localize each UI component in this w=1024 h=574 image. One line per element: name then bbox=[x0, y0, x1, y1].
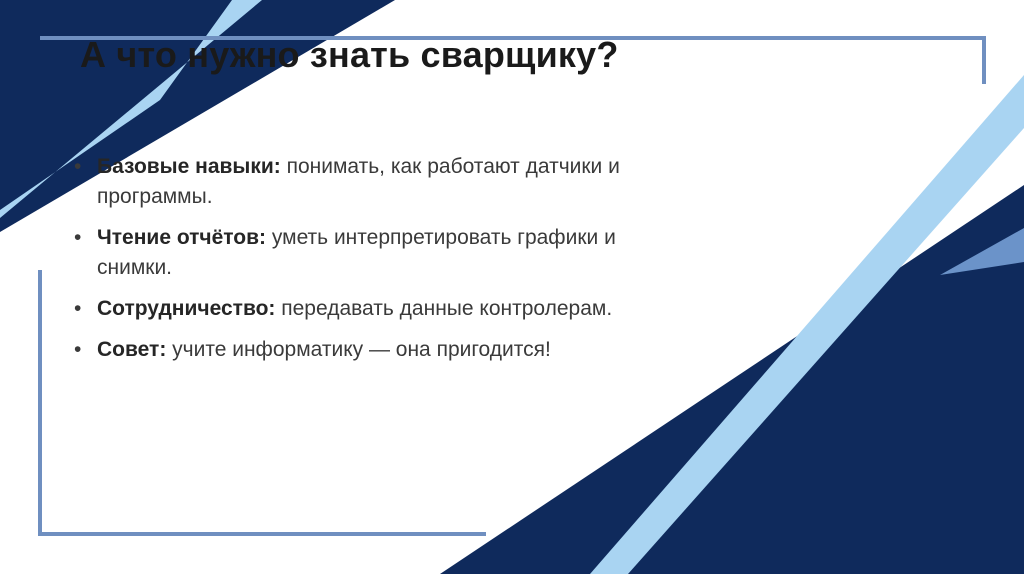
bullet-term: Сотрудничество: bbox=[97, 297, 276, 320]
bullet-dot: • bbox=[74, 155, 82, 178]
bullet-text: учите информатику — она пригодится! bbox=[172, 338, 551, 361]
bullet-text: уметь интерпретировать графики и снимки. bbox=[97, 226, 616, 279]
bullet-text: передавать данные контролерам. bbox=[281, 297, 613, 320]
bullet-item-advice bbox=[74, 335, 634, 365]
bullet-term: Чтение отчётов: bbox=[97, 226, 267, 249]
bullet-item-reading-reports bbox=[74, 223, 634, 283]
bullet-item-cooperation bbox=[74, 294, 634, 324]
bullet-text: понимать, как работают датчики и программы. bbox=[97, 155, 620, 208]
bullet-dot: • bbox=[74, 226, 82, 249]
slide-title: А что нужно знать сварщику? bbox=[80, 34, 619, 75]
bullet-item-basic-skills bbox=[74, 152, 634, 212]
bullet-term: Базовые навыки: bbox=[97, 155, 281, 178]
bullet-list bbox=[74, 152, 634, 376]
bullet-term: Совет: bbox=[97, 338, 167, 361]
bullet-dot: • bbox=[74, 338, 82, 361]
bullet-dot: • bbox=[74, 297, 82, 320]
